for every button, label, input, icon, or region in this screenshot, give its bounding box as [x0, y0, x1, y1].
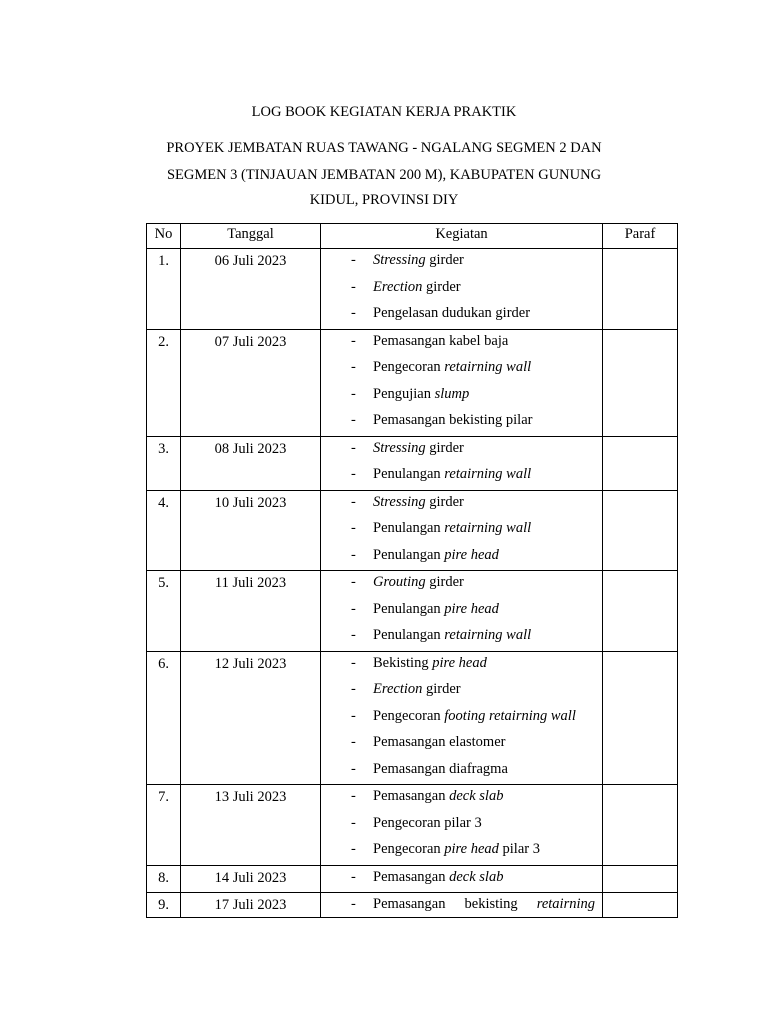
activity-item: [321, 491, 602, 518]
row-date: 10 Juli 2023: [214, 494, 287, 511]
activity-text: [373, 866, 503, 888]
activity-text: [373, 571, 464, 593]
activity-term: Pemasangan kabel baja: [373, 332, 509, 349]
activity-term: girder: [425, 439, 464, 456]
bullet-dash: -: [351, 520, 356, 536]
signature-cell: [603, 785, 678, 866]
activity-list: [321, 491, 602, 571]
activity-term-italic: Erection: [373, 681, 423, 697]
activity-term: girder: [422, 681, 461, 697]
activity-text: [373, 302, 530, 324]
signature-cell: [603, 865, 678, 893]
activity-term: Bekisting: [373, 654, 433, 671]
activity-item: [321, 785, 602, 812]
activity-text: [373, 758, 508, 780]
table-row: [147, 249, 678, 330]
activity-term-italic: retairning wall: [444, 466, 532, 482]
bullet-dash: -: [351, 896, 356, 912]
activity-list: [321, 866, 602, 893]
activity-term: Penulangan: [373, 546, 445, 563]
row-activities-cell: [321, 329, 603, 436]
activity-item: [321, 678, 602, 705]
activity-text: [373, 383, 469, 405]
activity-item: [321, 409, 602, 436]
bullet-dash: -: [351, 681, 356, 697]
table-row: [147, 893, 678, 918]
activity-term-italic: retairning wall: [444, 359, 532, 375]
activity-term: girder: [422, 278, 461, 295]
project-title-line-1: PROYEK JEMBATAN RUAS TAWANG - NGALANG SEGMEN 2 DAN: [166, 140, 602, 156]
row-activities-cell: [321, 436, 603, 490]
log-table: [146, 223, 678, 918]
activity-list: [321, 571, 602, 651]
bullet-dash: -: [351, 788, 356, 804]
row-date: 13 Juli 2023: [214, 789, 287, 805]
activity-term-italic: Stressing: [373, 252, 426, 268]
row-number: 5.: [158, 575, 169, 591]
activity-term: Pemasangan diafragma: [373, 760, 508, 777]
activity-item: [321, 866, 602, 893]
activity-list: [321, 437, 602, 490]
row-date: 14 Juli 2023: [214, 869, 287, 886]
activity-item: [321, 598, 602, 625]
activity-list: [321, 249, 602, 329]
row-date-cell: [181, 893, 321, 918]
activity-list: [321, 785, 602, 865]
header-date: Tanggal: [181, 224, 321, 249]
activity-term: Pengujian: [373, 385, 435, 402]
project-title-line-2: SEGMEN 3 (TINJAUAN JEMBATAN 200 M), KABUPATEN GUNUNG: [166, 167, 602, 183]
activity-term-italic: pire head: [432, 654, 487, 671]
activity-item: [321, 383, 602, 410]
signature-cell: [603, 490, 678, 571]
activity-term: Penulangan: [373, 627, 445, 643]
activity-text: [373, 544, 499, 566]
row-date: 06 Juli 2023: [214, 253, 287, 269]
signature-cell: [603, 571, 678, 652]
activity-text: [373, 437, 464, 459]
row-number-cell: [147, 893, 181, 918]
bullet-dash: -: [351, 278, 356, 295]
row-number: 9.: [158, 897, 169, 913]
activity-term-italic: pire head: [444, 546, 499, 563]
activity-term: Pemasangan elastomer: [373, 734, 506, 750]
activity-item: [321, 463, 602, 490]
row-date-cell: [181, 571, 321, 652]
row-number-cell: [147, 329, 181, 436]
table-row: [147, 571, 678, 652]
row-number-cell: [147, 490, 181, 571]
activity-text: [373, 517, 531, 539]
signature-cell: [603, 893, 678, 918]
activity-text: [373, 838, 540, 860]
activity-term-italic: pire head: [444, 600, 499, 617]
activity-term-italic: Erection: [373, 278, 423, 295]
bullet-dash: -: [351, 574, 356, 590]
activity-term: girder: [425, 252, 464, 268]
row-date-cell: [181, 329, 321, 436]
row-number-cell: [147, 651, 181, 785]
row-number: 3.: [158, 440, 169, 457]
table-row: [147, 865, 678, 893]
activity-item: [321, 758, 602, 785]
row-number: 1.: [158, 253, 169, 269]
activity-item: [321, 893, 602, 915]
activity-term-italic: deck slab: [449, 788, 504, 804]
signature-cell: [603, 651, 678, 785]
activity-item: [321, 838, 602, 865]
bullet-dash: -: [351, 734, 356, 750]
row-date: 12 Juli 2023: [214, 655, 287, 672]
bullet-dash: -: [351, 493, 356, 510]
activity-term: Penulangan: [373, 600, 445, 617]
activity-item: [321, 276, 602, 303]
row-date: 11 Juli 2023: [214, 575, 287, 591]
activity-item: [321, 812, 602, 839]
activity-item: [321, 437, 602, 464]
activity-list: [321, 330, 602, 436]
activity-term-italic: retairning: [536, 896, 595, 912]
row-activities-cell: [321, 865, 603, 893]
activity-text: [373, 812, 482, 834]
bullet-dash: -: [351, 305, 356, 321]
row-activities-cell: [321, 571, 603, 652]
activity-term-italic: Stressing: [373, 493, 426, 510]
activity-term-italic: Grouting: [373, 574, 426, 590]
signature-cell: [603, 436, 678, 490]
row-date: 08 Juli 2023: [214, 440, 287, 457]
activity-text: [373, 463, 531, 485]
bullet-dash: -: [351, 841, 356, 857]
bullet-dash: -: [351, 439, 356, 456]
activity-text: [373, 731, 505, 753]
activity-term-italic: slump: [434, 385, 470, 402]
row-date-cell: [181, 436, 321, 490]
activity-list: [321, 652, 602, 785]
table-header-row: [147, 224, 678, 249]
activity-term: girder: [425, 574, 464, 590]
activity-text: [373, 249, 464, 271]
table-row: [147, 651, 678, 785]
row-number-cell: [147, 865, 181, 893]
document-title: LOG BOOK KEGIATAN KERJA PRAKTIK: [251, 104, 517, 120]
bullet-dash: -: [351, 707, 356, 724]
activity-term-italic: Stressing: [373, 439, 426, 456]
activity-term: Penulangan: [373, 466, 445, 482]
row-date: 17 Juli 2023: [214, 897, 287, 913]
activity-term: Pemasangan bekisting pilar: [373, 412, 533, 428]
bullet-dash: -: [351, 814, 356, 831]
table-row: [147, 436, 678, 490]
table-row: [147, 785, 678, 866]
activity-term-italic: retairning wall: [444, 520, 532, 536]
activity-item: [321, 571, 602, 598]
activity-item: [321, 652, 602, 679]
row-date-cell: [181, 490, 321, 571]
project-title-line-3: KIDUL, PROVINSI DIY: [309, 192, 459, 208]
row-date: 07 Juli 2023: [214, 333, 287, 350]
row-activities-cell: [321, 249, 603, 330]
header-activity: Kegiatan: [321, 224, 603, 249]
activity-text: [373, 624, 531, 646]
row-date-cell: [181, 651, 321, 785]
bullet-dash: -: [351, 600, 356, 617]
activity-term: Pemasangan: [373, 788, 450, 804]
signature-cell: [603, 329, 678, 436]
table-row: [147, 329, 678, 436]
activity-text: [373, 893, 595, 915]
header-no: No: [147, 224, 181, 249]
bullet-dash: -: [351, 868, 356, 885]
row-activities-cell: [321, 785, 603, 866]
row-number: 7.: [158, 789, 169, 805]
row-number: 4.: [158, 494, 169, 511]
row-activities-cell: [321, 651, 603, 785]
activity-term: Pemasangan: [373, 896, 446, 912]
row-date-cell: [181, 249, 321, 330]
bullet-dash: -: [351, 627, 356, 643]
activity-item: [321, 330, 602, 357]
activity-text: [373, 598, 499, 620]
bullet-dash: -: [351, 252, 356, 268]
bullet-dash: -: [351, 332, 356, 349]
bullet-dash: -: [351, 466, 356, 482]
bullet-dash: -: [351, 654, 356, 671]
row-activities-cell: [321, 893, 603, 918]
activity-term: Pemasangan: [373, 868, 450, 885]
row-date-cell: [181, 865, 321, 893]
row-date-cell: [181, 785, 321, 866]
activity-text: [373, 356, 531, 378]
row-number: 6.: [158, 655, 169, 672]
activity-term-italic: retairning wall: [444, 627, 532, 643]
row-number-cell: [147, 249, 181, 330]
row-number-cell: [147, 571, 181, 652]
header-signature: Paraf: [603, 224, 678, 249]
activity-term: bekisting: [464, 896, 518, 912]
activity-text: [373, 678, 461, 700]
activity-term-italic: pire head: [444, 841, 499, 857]
activity-text: [373, 330, 508, 352]
activity-term: Pengecoran pilar 3: [373, 814, 482, 831]
activity-term: pilar 3: [498, 841, 540, 857]
activity-item: [321, 249, 602, 276]
activity-text: [373, 276, 461, 298]
activity-list: [321, 893, 602, 915]
activity-item: [321, 705, 602, 732]
bullet-dash: -: [351, 359, 356, 375]
activity-term-italic: deck slab: [449, 868, 504, 885]
row-number: 2.: [158, 333, 169, 350]
bullet-dash: -: [351, 385, 356, 402]
table-body: [147, 249, 678, 918]
activity-item: [321, 356, 602, 383]
activity-term: Pengecoran: [373, 841, 445, 857]
activity-item: [321, 624, 602, 651]
activity-text: [373, 785, 503, 807]
row-activities-cell: [321, 490, 603, 571]
activity-item: [321, 302, 602, 329]
activity-term: girder: [425, 493, 464, 510]
activity-item: [321, 544, 602, 571]
activity-term: Penulangan: [373, 520, 445, 536]
activity-item: [321, 517, 602, 544]
activity-text: [373, 491, 464, 513]
activity-term: Pengecoran: [373, 359, 445, 375]
activity-term: Pengelasan dudukan girder: [373, 305, 531, 321]
table-row: [147, 490, 678, 571]
activity-text: [373, 705, 576, 727]
activity-text: [373, 652, 487, 674]
activity-text: [373, 409, 532, 431]
bullet-dash: -: [351, 546, 356, 563]
signature-cell: [603, 249, 678, 330]
bullet-dash: -: [351, 760, 356, 777]
activity-term-italic: footing retairning wall: [444, 707, 576, 724]
row-number-cell: [147, 436, 181, 490]
bullet-dash: -: [351, 412, 356, 428]
row-number-cell: [147, 785, 181, 866]
activity-term: Pengecoran: [373, 707, 445, 724]
row-number: 8.: [158, 869, 169, 886]
activity-item: [321, 731, 602, 758]
